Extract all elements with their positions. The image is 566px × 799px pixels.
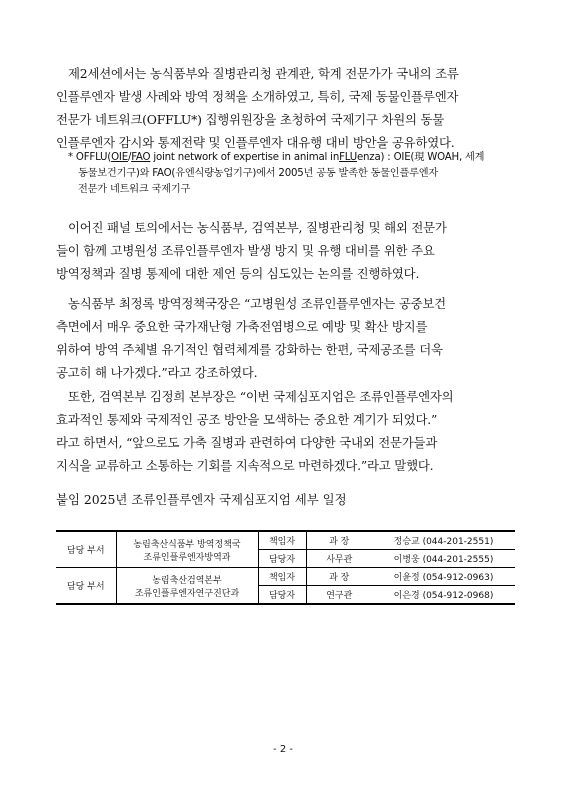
dept-org [116,531,258,568]
text-line: 인플루엔자 감시와 통제전략 및 인플루엔자 대유행 대비 방안을 공유하였다. [56,135,455,150]
footnote-text: * OFFLU( [68,152,112,163]
role-cell: 책임자 [258,568,306,586]
paragraph-session2 [56,62,516,154]
table-row [56,531,515,550]
role-cell: 담당자 [258,550,306,568]
role-cell: 책임자 [258,531,306,550]
footnote-line: 동물보건기구)와 FAO(유엔식량농업기구)에서 2005년 공동 발족한 동물인플루엔자 [78,168,439,179]
text-line: 또한, 검역본부 김정희 본부장은 “이번 국제심포지엄은 조류인플루엔자의 [68,389,454,404]
title-cell: 연구관 [306,586,372,605]
text-line: 농식품부 최정록 방역정책국장은 “고병원성 조류인플루엔자는 공중보건 [68,296,446,311]
title-cell: 과 장 [306,568,372,586]
org-division: 조류인플루엔자연구진단과 [134,588,240,599]
footnote-text: enza) : OIE(現 WOAH, 세계 [356,152,485,163]
footnote-underlined: FAO [131,152,151,163]
role-cell: 담당자 [258,586,306,605]
text-line: 전문가 네트워크(OFFLU*) 집행위원장을 초청하여 국제기구 차원의 동물 [56,112,445,127]
page-number: - 2 - [273,744,293,755]
org-name: 농림축산식품부 방역정책국 [133,539,241,550]
dept-label: 담당 부서 [56,531,116,568]
contact-cell: 이병웅 (044-201-2555) [372,550,515,568]
attachment-title: 붙임 2025년 조류인플루엔자 국제심포지엄 세부 일정 [56,492,347,507]
dept-label: 담당 부서 [56,568,116,605]
contact-table [56,530,515,605]
text-line: 들이 함께 고병원성 조류인플루엔자 발생 방지 및 유행 대비를 위한 주요 [56,243,435,258]
text-line: 인플루엔자 발생 사례와 방역 정책을 소개하였고, 특히, 국제 동물인플루엔자 [56,89,459,104]
text-line: 측면에서 매우 중요한 국가재난형 가축전염병으로 예방 및 확산 방지를 [56,319,428,334]
org-division: 조류인플루엔자방역과 [143,552,231,563]
text-line: 라고 하면서, “앞으로도 가축 질병과 관련하여 다양한 국내외 전문가들과 [56,435,438,450]
footnote-underlined: FLU [339,152,357,163]
text-line: 지식을 교류하고 소통하는 기회를 지속적으로 마련하겠다.”라고 말했다. [56,458,434,473]
text-line: 이어진 패널 토의에서는 농식품부, 검역본부, 질병관리청 및 해외 전문가 [68,220,447,235]
footnote-underlined: OIE [111,152,128,163]
text-line: 공고히 해 나가겠다.”라고 강조하였다. [56,365,258,380]
title-cell: 사무관 [306,550,372,568]
title-cell: 과 장 [306,531,372,550]
text-line: 효과적인 통제와 국제적인 공조 방안을 모색하는 중요한 계기가 되었다.” [56,412,438,427]
footnote-line: 전문가 네트워크 국제기구 [78,184,191,195]
footnote-text: / [127,152,132,163]
contact-cell: 이윤정 (054-912-0963) [372,568,515,586]
footnote-text: joint network of expertise in animal in [150,152,340,163]
contact-cell: 정승교 (044-201-2551) [372,531,515,550]
contact-cell: 이은경 (054-912-0968) [372,586,515,605]
paragraph-panel [56,216,516,285]
paragraph-director [56,292,516,384]
footnote-line [68,150,518,166]
paragraph-quarantine-head [56,385,516,477]
text-line: 방역정책과 질병 통제에 대한 제언 등의 심도있는 논의를 진행하였다. [56,266,420,281]
org-name: 농림축산검역본부 [152,575,222,586]
text-line: 제2세션에서는 농식품부와 질병관리청 관계관, 학계 전문가가 국내의 조류 [68,66,459,81]
dept-org [116,568,258,605]
text-line: 위하여 방역 주체별 유기적인 협력체계를 강화하는 한편, 국제공조를 더욱 [56,342,443,357]
footnote-offlu [68,150,518,198]
table-row [56,568,515,586]
